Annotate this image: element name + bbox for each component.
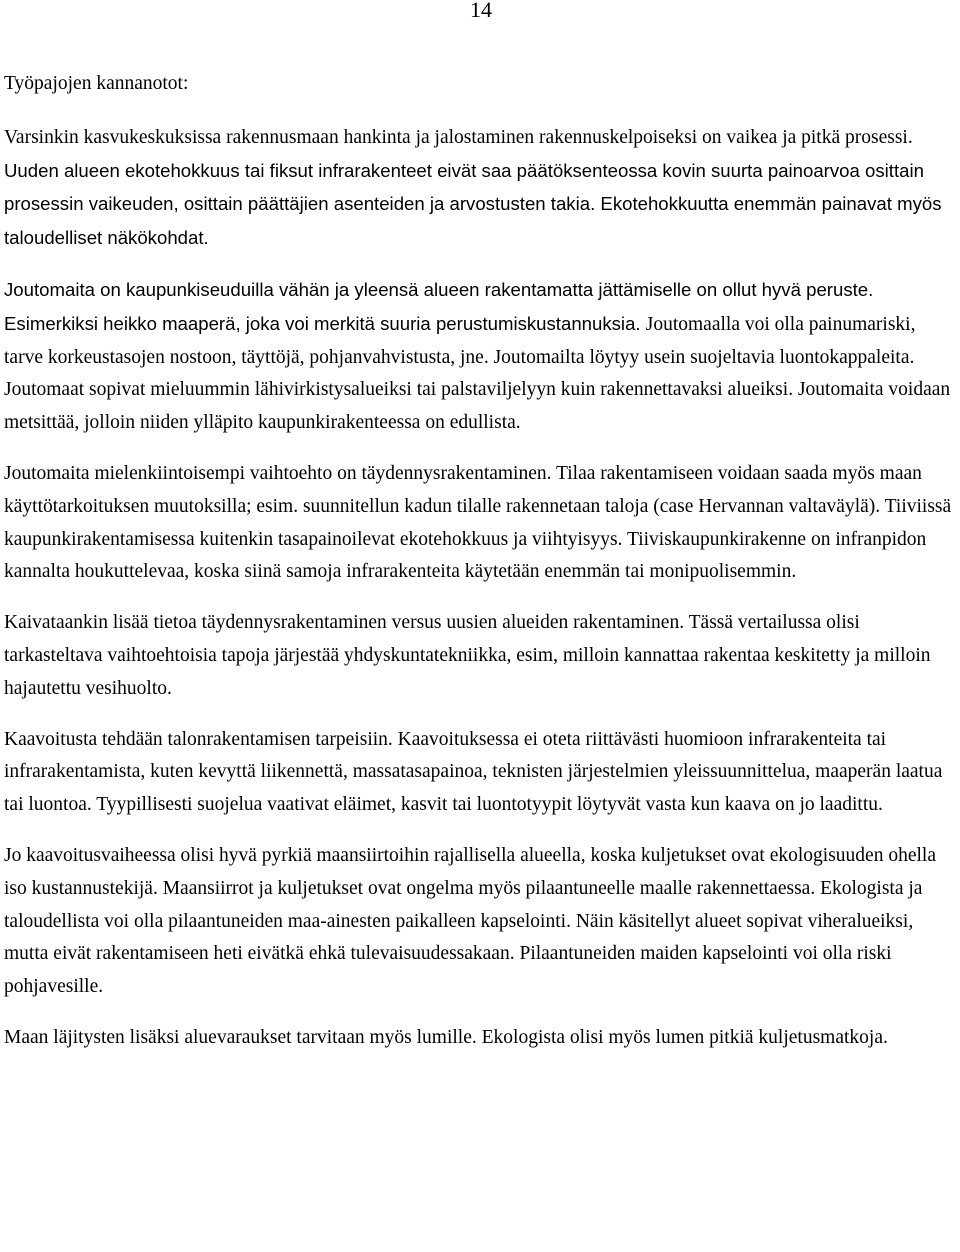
sentence: Joutomaita mielenkiintoisempi vaihtoehto on täydennysrakentaminen. bbox=[4, 462, 557, 484]
sentence: Joutomaat sopivat mieluummin lähivirkistysalueiksi tai palstaviljelyyn kuin rakennettavaksi alueiksi. bbox=[4, 379, 798, 401]
paragraph bbox=[4, 458, 959, 589]
sentence: Ekologista ja taloudellista voi olla pilaantuneiden maa-ainesten paikalleen kapselointi. bbox=[4, 877, 923, 932]
sentence: Kaavoituksessa ei oteta riittävästi huomioon infrarakenteita tai infrarakentamista, kuten kevyttä liikennettä, massatasapainoa, teknisten järjestelmien yleissuunnittelua, maaperän laatua tai luontoa. bbox=[4, 728, 943, 816]
paragraph bbox=[4, 724, 959, 822]
sentence: Tyypillisesti suojelua vaativat eläimet, kasvit tai luontotyypit löytyvät vasta kun kaava on jo laadittu. bbox=[96, 794, 883, 816]
sentence: Kaivataankin lisää tietoa täydennysrakentaminen versus uusien alueiden rakentaminen. bbox=[4, 612, 689, 634]
paragraph bbox=[4, 607, 959, 705]
sentence: Jo kaavoitusvaiheessa olisi hyvä pyrkiä maansiirtoihin rajallisella alueella, koska kuljetukset ovat ekologisuuden ohella iso kustannustekijä. bbox=[4, 844, 936, 899]
sentence: Joutomaita on kaupunkiseuduilla vähän ja yleensä alueen rakentamatta jättämiselle on ollut hyvä peruste. bbox=[4, 278, 874, 300]
document-body bbox=[4, 68, 959, 1073]
sentence: Ekotehokkuutta enemmän painavat myös taloudelliset näkökohdat. bbox=[4, 193, 942, 249]
sentence: Tiiviskaupunkirakenne on infranpidon kannalta houkuttelevaa, koska siinä samoja infrarakenteita käytetään enemmän tai monipuolisemmin. bbox=[4, 528, 927, 583]
sentence: Joutomailta löytyy usein suojeltavia luontokappaleita. bbox=[493, 346, 915, 368]
sentence: Joutomaalla voi olla painumariski, tarve korkeustasojen nostoon, täyttöjä, pohjanvahvistusta, jne. bbox=[4, 313, 916, 368]
sentence: Tilaa rakentamiseen voidaan saada myös maan käyttötarkoituksen muutoksilla; esim. suunnitellun kadun tilalle rakennetaan taloja (case Hervannan valtaväylä). bbox=[4, 462, 922, 517]
paragraph-list bbox=[4, 122, 959, 1055]
paragraph bbox=[4, 840, 959, 1004]
sentence: Pilaantuneiden maiden kapselointi voi olla riski pohjavesille. bbox=[4, 943, 892, 998]
sentence: Uuden alueen ekotehokkuus tai fiksut infrarakenteet eivät saa päätöksenteossa kovin suurta painoarvoa osittain prosessin vaikeuden, osittain päättäjien asenteiden ja arvostusten takia. bbox=[4, 159, 924, 215]
sentence: Varsinkin kasvukeskuksissa rakennusmaan hankinta ja jalostaminen rakennuskelpoiseksi on vaikea ja pitkä prosessi. bbox=[4, 126, 913, 148]
paragraph bbox=[4, 122, 959, 256]
paragraph bbox=[4, 1022, 959, 1055]
sentence: Ekologista olisi myös lumen pitkiä kuljetusmatkoja. bbox=[481, 1026, 888, 1048]
paragraph bbox=[4, 274, 959, 440]
sentence: Näin käsitellyt alueet sopivat viheralueiksi, mutta eivät rakentamiseen heti eivätkä ehkä tulevaisuudessakaan. bbox=[4, 910, 914, 965]
sentence: Esimerkiksi heikko maaperä, joka voi merkitä suuria perustumiskustannuksia. bbox=[4, 312, 646, 334]
sentence: Tässä vertailussa olisi tarkasteltava vaihtoehtoisia tapoja järjestää yhdyskuntatekniikka, esim, milloin kannattaa rakentaa keskitetty ja milloin hajautettu vesihuolto. bbox=[4, 612, 931, 699]
sentence: Maansiirrot ja kuljetukset ovat ongelma myös pilaantuneelle maalle rakennettaessa. bbox=[162, 877, 821, 899]
section-heading: Työpajojen kannanotot: bbox=[4, 73, 189, 94]
sentence: Joutomaita voidaan metsittää, jolloin niiden ylläpito kaupunkirakenteessa on edullista. bbox=[4, 379, 951, 434]
sentence: Tiiviissä kaupunkirakentamisessa kuitenkin tasapainoilevat ekotehokkuus ja viihtyisyys. bbox=[4, 495, 952, 550]
sentence: Kaavoitusta tehdään talonrakentamisen tarpeisiin. bbox=[4, 728, 398, 750]
sentence: Maan läjitysten lisäksi aluevaraukset tarvitaan myös lumille. bbox=[4, 1026, 482, 1048]
page-number: 14 bbox=[470, 0, 492, 22]
